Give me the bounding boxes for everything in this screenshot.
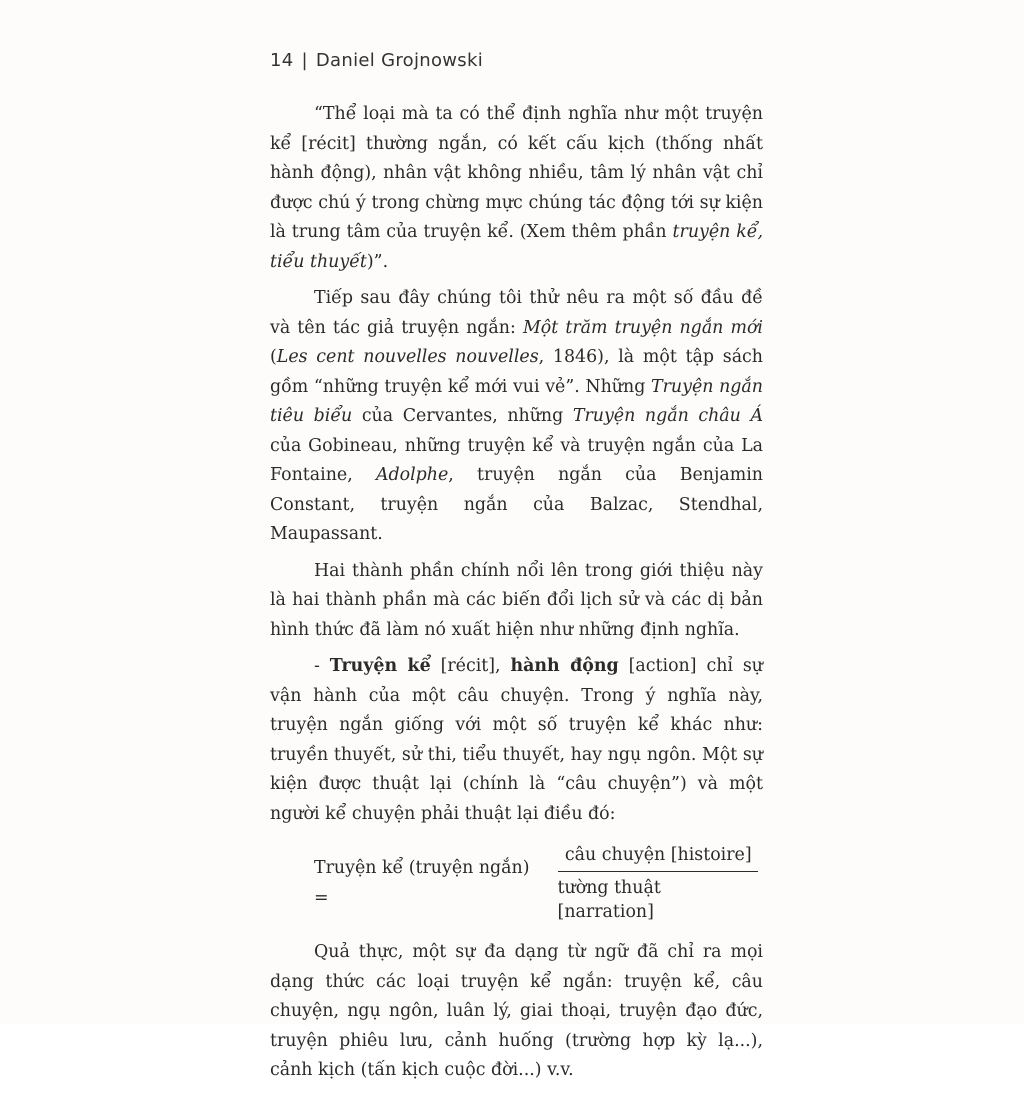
p2-text-d: của Cervantes, những: [352, 406, 573, 426]
p1-text-b: )”.: [366, 251, 389, 272]
formula-fraction: [554, 843, 763, 924]
paragraph-1: [270, 100, 763, 277]
body-text: [270, 100, 763, 1093]
p4-bold-1: Truyện kể: [329, 656, 431, 676]
p2-italic-2: Les cent nouvelles nouvelles: [276, 347, 539, 367]
formula-lhs: Truyện kể (truyện ngắn) =: [314, 858, 530, 908]
paragraph-4: [270, 652, 763, 829]
p2-text-c: , 1846), là một tập sách gồm “những truyện kể mới vui vẻ”. Những: [270, 347, 763, 397]
paragraph-5: Quả thực, một sự đa dạng từ ngữ đã chỉ ra mọi dạng thức các loại truyện kể ngắn: truyện kể, câu chuyện, ngụ ngôn, luân lý, giai thoại, truyện đạo đức, truyện phiêu lưu, cảnh huống (trường hợp kỳ lạ...), cảnh kịch (tấn kịch cuộc đời...) v.v.: [270, 942, 763, 1080]
formula-denominator: tường thuật [narration]: [557, 878, 661, 922]
p2-italic-3: Truyện ngắn tiêu biểu: [270, 376, 764, 426]
header-separator: |: [301, 50, 308, 71]
p1-text-a: “Thể loại mà ta có thể định nghĩa như một truyện kể [récit] thường ngắn, có kết cấu kịch (thống nhất hành động), nhân vật không nhiều, tâm lý nhân vật chỉ được chú ý trong chừng mực chúng tác động tới sự kiện là trung tâm của truyện kể. (Xem thêm phần: [270, 104, 763, 242]
formula-numerator: câu chuyện [histoire]: [564, 845, 752, 865]
p2-italic-5: Adolphe: [375, 465, 449, 485]
narrative-formula: [314, 843, 763, 924]
p2-italic-1: Một trăm truyện ngắn mới: [522, 317, 763, 338]
p1-italic-1: truyện kể, tiểu thuyết: [270, 222, 763, 272]
page-number: 14: [270, 50, 294, 71]
p4-bold-2: hành động: [510, 656, 619, 676]
p2-text-f: , truyện ngắn của Benjamin Constant, truyện ngắn của Balzac, Stendhal, Maupassant.: [270, 465, 763, 544]
p2-text-e: của Gobineau, những truyện kể và truyện ngắn của La Fontaine,: [270, 435, 763, 485]
p4-text-a: -: [314, 656, 330, 676]
p4-text-b: [récit],: [430, 656, 511, 676]
p2-italic-4: Truyện ngắn châu Á: [572, 406, 764, 426]
author-name: Daniel Grojnowski: [315, 50, 483, 71]
p2-text-a: Tiếp sau đây chúng tôi thử nêu ra một số đầu đề và tên tác giả truyện ngắn:: [270, 288, 763, 338]
paragraph-3: Hai thành phần chính nổi lên trong giới thiệu này là hai thành phần mà các biến đổi lịch sử và các dị bản hình thức đã làm nó xuất hiện như những định nghĩa.: [270, 560, 763, 640]
running-header: [270, 50, 483, 71]
paragraph-2: [270, 284, 763, 550]
p2-text-b: (: [270, 347, 277, 367]
p4-text-c: [action] chỉ sự vận hành của một câu chuyện. Trong ý nghĩa này, truyện ngắn giống với một số truyện kể khác như: truyền thuyết, sử thi, tiểu thuyết, hay ngụ ngôn. Một sự kiện được thuật lại (chính là “câu chuyện”) và một người kể chuyện phải thuật lại điều đó:: [270, 656, 763, 824]
